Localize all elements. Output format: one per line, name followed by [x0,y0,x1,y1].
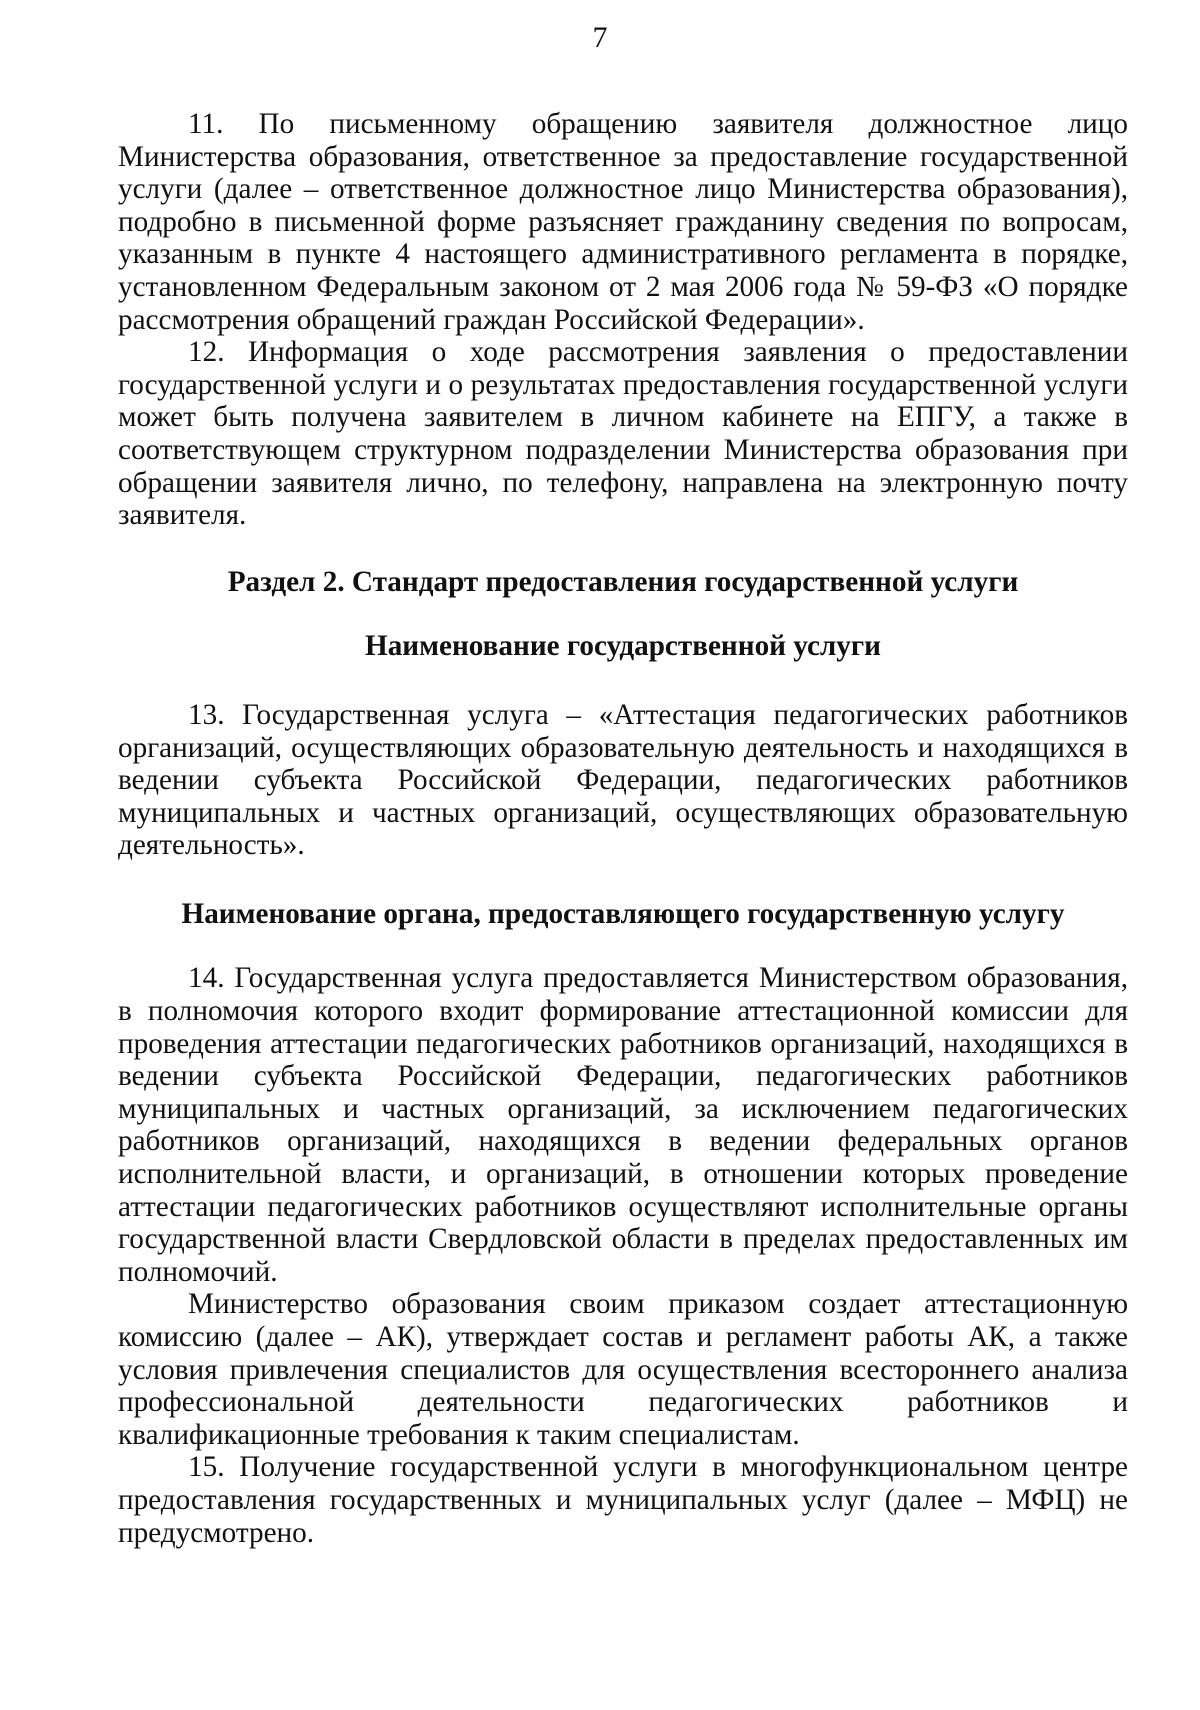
paragraph-13: 13. Государственная услуга – «Аттестация педагогических работников организаций, осуществляющих образовательную деятельность и находящихся в ведении субъекта Российской Федерации, педагогических работников муниципальных и частных организаций, осуществляющих образовательную деятельность». [118,698,1128,862]
subheading-service-name: Наименование государственной услуги [365,630,881,663]
document-body [118,108,1128,1549]
paragraph-14: 14. Государственная услуга предоставляется Министерством образования, в полномочия которого входит формирование аттестационной комиссии для проведения аттестации педагогических работников организаций, находящихся в ведении субъекта Российской Федерации, педагогических работников муниципальных и частных организаций, за исключением педагогических работников организаций, находящихся в ведении федеральных органов исполнительной власти, и организаций, в отношении которых проведение аттестации педагогических работников осуществляют исполнительные органы государственной власти Свердловской области в пределах предоставленных им полномочий. [118,962,1128,1288]
page-number: 7 [592,21,608,54]
paragraph-11: 11. По письменному обращению заявителя должностное лицо Министерства образования, ответственное за предоставление государственной услуги (далее – ответственное должностное лицо Министерства образования), подробно в письменной форме разъясняет гражданину сведения по вопросам, указанным в пункте 4 настоящего административного регламента в порядке, установленном Федеральным законом от 2 мая 2006 года № 59-ФЗ «О порядке рассмотрения обращений граждан Российской Федерации». [118,108,1128,336]
paragraph-15: 15. Получение государственной услуги в многофункциональном центре предоставления государственных и муниципальных услуг (далее – МФЦ) не предусмотрено. [118,1451,1128,1549]
section-heading: Раздел 2. Стандарт предоставления государственной услуги [227,565,1019,598]
subheading-authority-name: Наименование органа, предоставляющего государственную услугу [181,897,1065,930]
paragraph-14-continuation: Министерство образования своим приказом создает аттестационную комиссию (далее – АК), утверждает состав и регламент работы АК, а также условия привлечения специалистов для осуществления всестороннего анализа профессиональной деятельности педагогических работников и квалификационные требования к таким специалистам. [118,1288,1128,1451]
paragraph-12: 12. Информация о ходе рассмотрения заявления о предоставлении государственной услуги и о результатах предоставления государственной услуги может быть получена заявителем в личном кабинете на ЕПГУ, а также в соответствующем структурном подразделении Министерства образования при обращении заявителя лично, по телефону, направлена на электронную почту заявителя. [118,336,1128,532]
